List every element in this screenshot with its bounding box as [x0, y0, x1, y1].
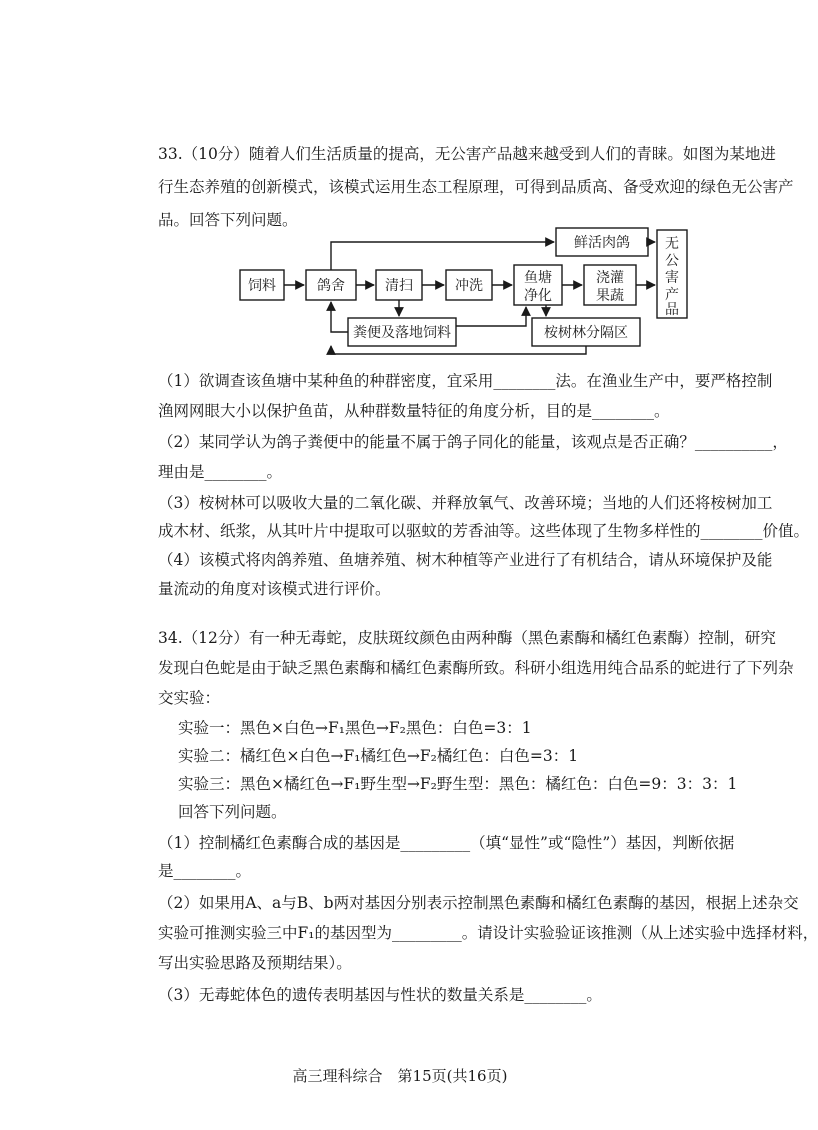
q34-header-line3: 交实验： [158, 689, 221, 707]
product-char: 无 [665, 236, 679, 252]
clean-label: 清扫 [385, 278, 413, 294]
irrigate-label-top: 浇灌 [596, 270, 624, 286]
page-footer: 高三理科综合 第15页(共16页) [292, 1067, 508, 1085]
q33-sub4-line1: （4）该模式将肉鸽养殖、鱼塘养殖、树木种植等产业进行了有机结合，请从环境保护及能 [158, 551, 773, 569]
q33-sub4-line2: 量流动的角度对该模式进行评价。 [158, 580, 391, 598]
q33-sub3-line1: （3）桉树林可以吸收大量的二氧化碳、并释放氧气、改善环境；当地的人们还将桉树加工 [158, 494, 773, 512]
q34-sub2-line2: 实验可推测实验三中F₁的基因型为_________。请设计实验验证该推测（从上述实验中选择材料， [158, 924, 818, 942]
q34-experiment-1: 实验一：黑色×白色→F₁黑色→F₂黑色：白色=3：1 [178, 719, 532, 737]
pond-label-bottom: 净化 [524, 288, 552, 304]
q33-sub2-line1: （2）某同学认为鸽子粪便中的能量不属于鸽子同化的能量，该观点是否正确？__________， [158, 433, 788, 451]
fresh-pigeon-label: 鲜活肉鸽 [574, 235, 630, 251]
ecological-farming-diagram [0, 0, 800, 360]
q34-answer-prompt: 回答下列问题。 [178, 803, 287, 821]
q33-sub2-line2: 理由是________。 [158, 463, 283, 481]
q34-sub2-line3: 写出实验思路及预期结果）。 [158, 954, 352, 972]
manure-label: 粪便及落地饲料 [353, 325, 451, 341]
q33-sub3-line2: 成木材、纸浆，从其叶片中提取可以驱蚊的芳香油等。这些体现了生物多样性的________价值。 [158, 522, 810, 540]
coop-label: 鸽舍 [317, 278, 345, 294]
wash-label: 冲洗 [455, 278, 483, 294]
pond-label-top: 鱼塘 [524, 270, 552, 286]
q34-sub2-line1: （2）如果用A、a与B、b两对基因分别表示控制黑色素酶和橘红色素酶的基因，根据上述杂交 [158, 894, 799, 912]
q34-sub3-line1: （3）无毒蛇体色的遗传表明基因与性状的数量关系是________。 [158, 986, 602, 1004]
eucalyptus-label: 桉树林分隔区 [544, 325, 628, 341]
q34-sub1-line1: （1）控制橘红色素酶合成的基因是_________（填“显性”或“隐性”）基因，判断依据 [158, 834, 735, 852]
q34-header-line1: 34.（12分）有一种无毒蛇，皮肤斑纹颜色由两种酶（黑色素酶和橘红色素酶）控制，研究 [158, 629, 776, 647]
q34-experiment-2: 实验二：橘红色×白色→F₁橘红色→F₂橘红色：白色=3：1 [178, 747, 579, 765]
q34-experiment-3: 实验三：黑色×橘红色→F₁野生型→F₂野生型：黑色：橘红色：白色=9：3：3：1 [178, 775, 738, 793]
irrigate-label-bottom: 果蔬 [596, 288, 624, 304]
q34-header-line2: 发现白色蛇是由于缺乏黑色素酶和橘红色素酶所致。科研小组选用纯合品系的蛇进行了下列杂 [158, 659, 794, 677]
q34-sub1-line2: 是________。 [158, 862, 252, 880]
q33-header-line1: 33.（10分）随着人们生活质量的提高，无公害产品越来越受到人们的青睐。如图为某地进 [158, 145, 776, 163]
product-char: 产 [665, 287, 679, 303]
product-char: 品 [665, 302, 679, 318]
product-char: 害 [665, 270, 679, 286]
q33-header-line2: 行生态养殖的创新模式，该模式运用生态工程原理，可得到品质高、备受欢迎的绿色无公害产 [158, 178, 794, 196]
q33-sub1-line1: （1）欲调查该鱼塘中某种鱼的种群密度，宜采用________法。在渔业生产中，要严格控制 [158, 372, 773, 390]
product-char: 公 [665, 253, 679, 269]
q33-sub1-line2: 渔网网眼大小以保护鱼苗，从种群数量特征的角度分析，目的是________。 [158, 402, 670, 420]
feed-label: 饲料 [248, 278, 276, 294]
q33-header-line3: 品。回答下列问题。 [158, 211, 298, 229]
